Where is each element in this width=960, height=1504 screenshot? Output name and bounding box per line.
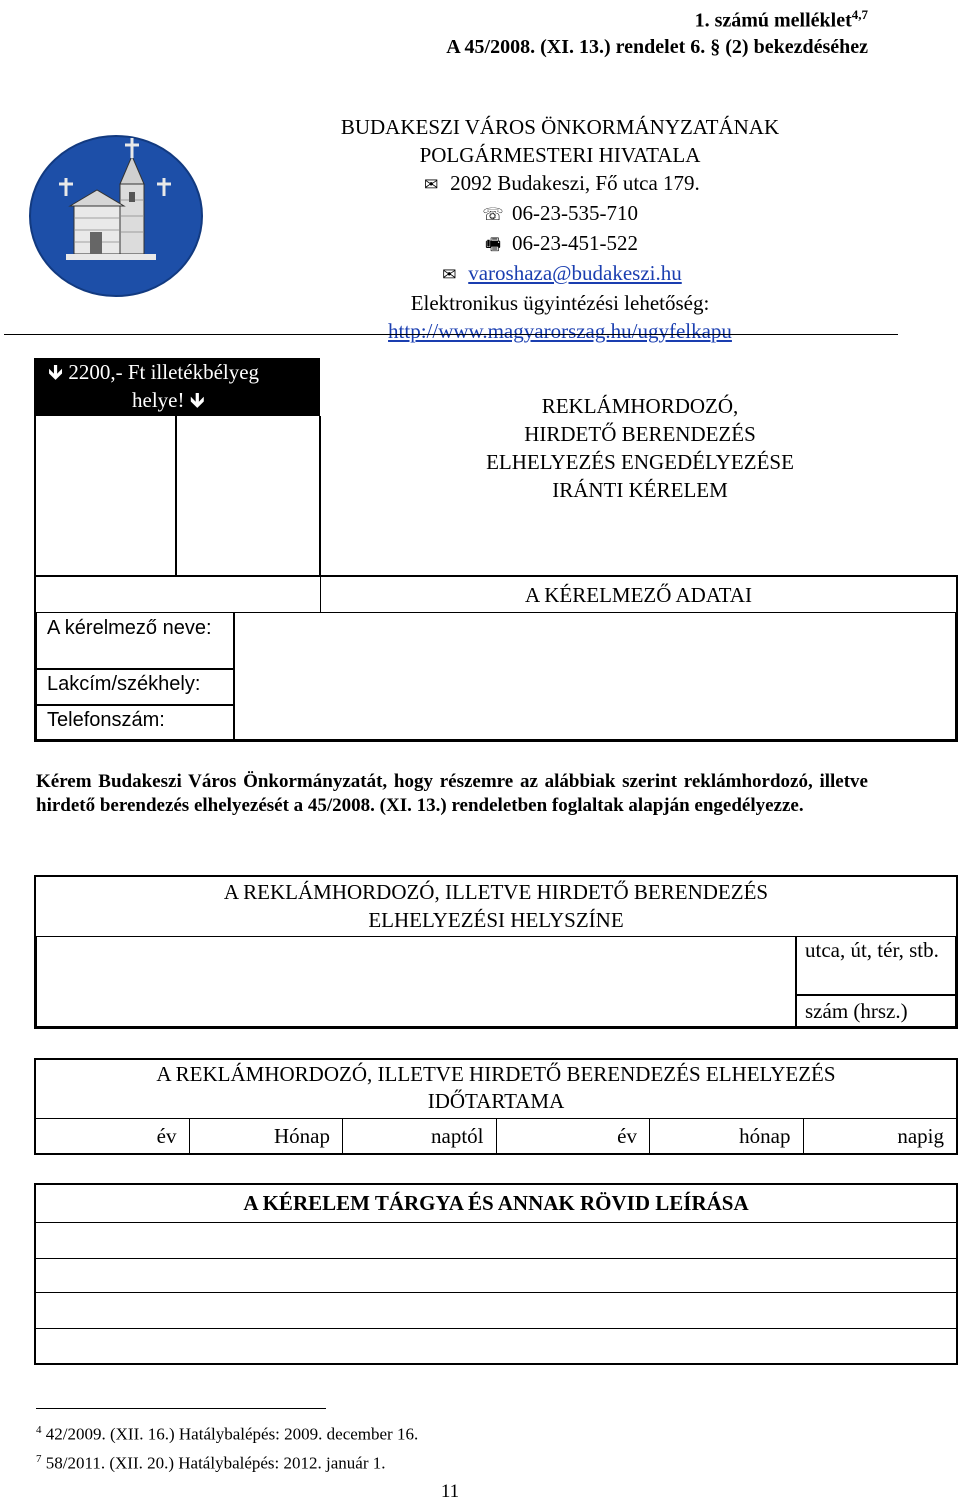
request-text: Kérem Budakeszi Város Önkormányzatát, hogy részemre az alábbiak szerint reklámhordozó, illetve hirdető berendezés elhelyezését a 45/2008. (XI. 13.) rendeletben foglaltak alapján engedélyezze.	[36, 771, 868, 816]
phone-icon: ☏	[482, 205, 504, 225]
footnote-7-text: 58/2011. (XII. 20.) Hatálybalépés: 2012. január 1.	[45, 1453, 386, 1473]
subject-line-3[interactable]	[36, 1292, 956, 1293]
office-fax	[200, 229, 920, 259]
stamp-line2: helye!	[132, 388, 185, 412]
duration-fields	[36, 1118, 956, 1153]
stamp-arrow-right: 🡻	[189, 388, 205, 412]
form-title-line2: HIRDETŐ BERENDEZÉS	[524, 422, 756, 446]
page-number: 11	[440, 1481, 460, 1502]
eadmin-label: Elektronikus ügyintézési lehetőség:	[410, 291, 710, 315]
number-label-cell	[796, 995, 956, 1027]
eadmin-link[interactable]: http://www.magyarorszag.hu/ugyfelkapu	[388, 319, 732, 343]
footnote-7-num: 7	[36, 1452, 42, 1465]
duration-heading-line2: IDŐTARTAMA	[427, 1089, 565, 1113]
stamp-border-mid	[175, 416, 177, 576]
footnote-rule	[36, 1408, 326, 1409]
annex-sup: 4,7	[851, 7, 868, 22]
footnote-4-text: 42/2009. (XII. 16.) Hatálybalépés: 2009. december 16.	[45, 1424, 419, 1444]
office-phone	[200, 199, 920, 229]
phone-text: 06-23-535-710	[512, 201, 638, 225]
phone-label: Telefonszám:	[47, 709, 165, 731]
applicant-heading: A KÉRELMEZŐ ADATAI	[525, 583, 752, 607]
duration-field-from-day[interactable]: naptól	[343, 1119, 497, 1153]
form-title-line4: IRÁNTI KÉRELEM	[552, 478, 728, 502]
name-label: A kérelmező neve:	[47, 617, 212, 639]
address-label-cell	[36, 669, 234, 705]
stamp-label-box	[34, 358, 320, 416]
form-title-line3: ELHELYEZÉS ENGEDÉLYEZÉSE	[486, 450, 794, 474]
footnotes	[36, 1418, 418, 1475]
street-label: utca, út, tér, stb.	[805, 938, 939, 962]
duration-field-end-year[interactable]: év	[497, 1119, 651, 1153]
office-address	[200, 169, 920, 199]
duration-field-year[interactable]: év	[36, 1119, 190, 1153]
stamp-border-left	[34, 416, 36, 576]
duration-field-end-month[interactable]: hónap	[650, 1119, 804, 1153]
name-label-cell	[36, 612, 234, 669]
footnote-4	[36, 1418, 418, 1447]
duration-heading	[36, 1061, 956, 1115]
applicant-input-area[interactable]	[234, 612, 956, 740]
annex-header	[446, 2, 868, 60]
applicant-heading-cell	[320, 577, 956, 612]
envelope-icon: ✉	[424, 175, 439, 195]
footnote-4-num: 4	[36, 1424, 42, 1436]
header-rule	[4, 334, 898, 335]
email-icon: ✉	[442, 265, 457, 285]
stamp-line1: 2200,- Ft illetékbélyeg	[68, 360, 260, 384]
address-text: 2092 Budakeszi, Fő utca 179.	[450, 171, 700, 195]
office-name-line2: POLGÁRMESTERI HIVATALA	[419, 143, 701, 167]
office-email	[200, 259, 920, 289]
subject-line-1[interactable]	[36, 1222, 956, 1223]
phone-label-cell	[36, 705, 234, 740]
office-info	[200, 113, 920, 345]
fax-text: 06-23-451-522	[512, 231, 638, 255]
subject-line-4[interactable]	[36, 1328, 956, 1329]
form-title-line1: REKLÁMHORDOZÓ,	[541, 394, 739, 418]
subject-heading: A KÉRELEM TÁRGYA ÉS ANNAK RÖVID LEÍRÁSA	[243, 1191, 749, 1215]
duration-field-to-day[interactable]: napig	[897, 1124, 944, 1148]
address-label: Lakcím/székhely:	[47, 673, 201, 695]
location-input-area[interactable]	[36, 936, 796, 1027]
footnote-7	[36, 1447, 418, 1476]
location-heading-line2: ELHELYEZÉSI HELYSZÍNE	[368, 908, 624, 932]
email-link[interactable]: varoshaza@budakeszi.hu	[468, 261, 682, 285]
coat-of-arms-logo	[26, 134, 206, 298]
annex-title: 1. számú melléklet	[694, 9, 852, 32]
form-title	[320, 392, 960, 504]
duration-heading-line1: A REKLÁMHORDOZÓ, ILLETVE HIRDETŐ BERENDEZÉS ELHELYEZÉS	[156, 1062, 836, 1086]
street-label-cell	[796, 936, 956, 995]
office-name-line1: BUDAKESZI VÁROS ÖNKORMÁNYZATÁNAK	[340, 115, 780, 139]
annex-ref: A 45/2008. (XI. 13.) rendelet 6. § (2) bekezdéséhez	[446, 35, 868, 58]
location-heading	[36, 878, 956, 934]
fax-icon: 🖷	[484, 235, 502, 255]
stamp-arrow-left: 🡻	[48, 360, 64, 384]
location-heading-line1: A REKLÁMHORDOZÓ, ILLETVE HIRDETŐ BERENDEZÉS	[223, 880, 769, 904]
subject-line-2[interactable]	[36, 1258, 956, 1259]
number-label: szám (hrsz.)	[805, 999, 908, 1023]
duration-field-month[interactable]: Hónap	[190, 1119, 344, 1153]
